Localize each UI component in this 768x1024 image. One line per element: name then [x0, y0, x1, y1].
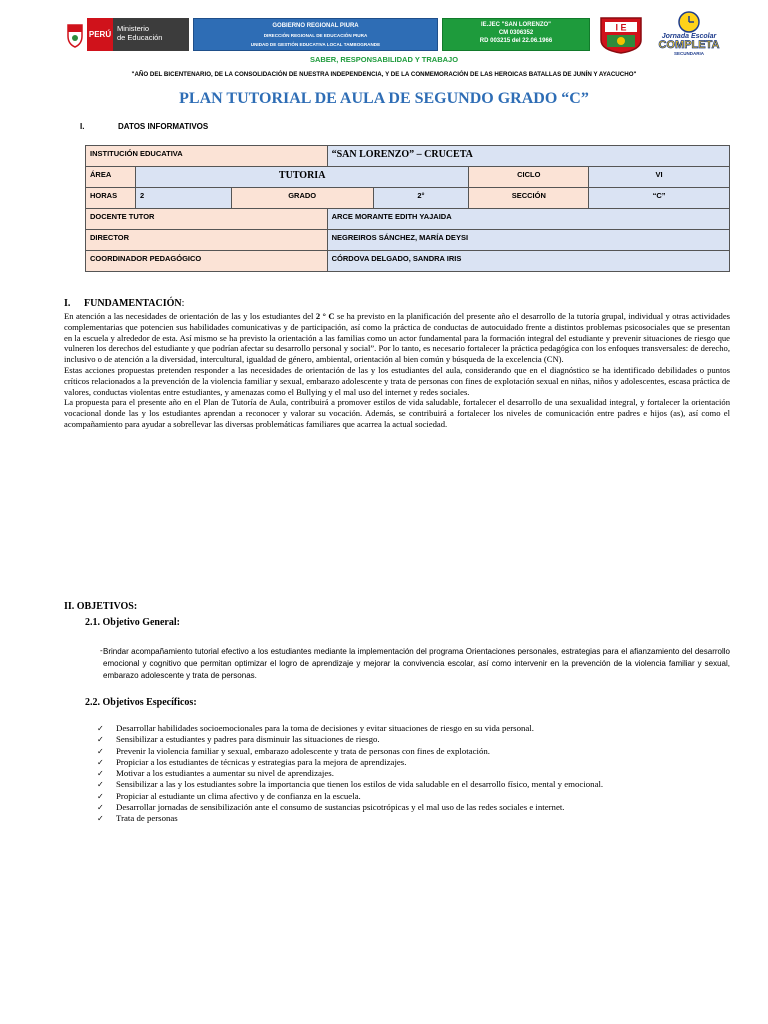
objetivos-especificos-heading: 2.2. Objetivos Específicos: [85, 697, 197, 708]
objetivos-especificos-list [97, 723, 603, 825]
info-table [85, 145, 730, 272]
area-value: TUTORIA [135, 167, 468, 188]
year-name: "AÑO DEL BICENTENARIO, DE LA CONSOLIDACIÓN DE NUESTRA INDEPENDENCIA, Y DE LA CONMEMORACIÓN DE LAS HEROICAS BATALLAS DE JUNÍN Y AYACUCHO" [131, 71, 637, 78]
grado-value: 2° [373, 188, 469, 209]
check-icon: ✓ [97, 814, 104, 824]
table-row [86, 230, 730, 251]
area-label: ÁREA [86, 167, 136, 188]
check-icon: ✓ [97, 780, 104, 790]
seccion-value: “C” [589, 188, 730, 209]
section-1-heading [80, 122, 208, 131]
gov-line-1: GOBIERNO REGIONAL PIURA [272, 23, 359, 29]
objetivo-general-heading: 2.1. Objetivo General: [85, 617, 180, 628]
minedu-logo [63, 18, 189, 51]
objetivo-general-text: Brindar acompañamiento tutorial efectivo a los estudiantes mediante la implementación del programa Orientaciones personales, estrategias para el afianzamiento del desarrollo emocional y cognitivo que permitan optimizar el logro de aprendizaje y mejorar la convivencia escolar, así como intervenir en la prevención de la violencia familiar y sexual, embarazo adolescente y trata de personas. [103, 647, 730, 680]
jec-logo [650, 10, 728, 56]
check-icon: ✓ [97, 746, 104, 756]
director-label: DIRECTOR [86, 230, 328, 251]
list-item: ✓ Prevenir la violencia familiar y sexual, embarazo adolescente y trata de personas con fines de explotación. [97, 745, 490, 756]
institucion-label: INSTITUCIÓN EDUCATIVA [86, 146, 328, 167]
table-row [86, 146, 730, 167]
table-row [86, 188, 730, 209]
table-row [86, 251, 730, 272]
page-title: PLAN TUTORIAL DE AULA DE SEGUNDO GRADO “C” [179, 90, 589, 107]
fundamentacion-paragraph-2: Estas acciones propuestas pretenden responder a las necesidades de orientación de las y los estudiantes del aula, considerando que en el diagnóstico se ha identificado debilidades o puntos críticos relacionados a la prevención de la violencia familiar y sexual, embarazo adolescente y trata de personas con fines de explotación sexual en niñas, niños y adolescentes, escasa práctica de valores, conductas violentas entre estudiantes, y amenazas como el Bullying y el mal uso del internet y redes sociales. [64, 364, 730, 397]
fundamentacion-heading: I. FUNDAMENTACIÓN: [64, 298, 185, 309]
ministry-label: Ministerio de Educación [113, 18, 189, 51]
gov-header-box [193, 18, 438, 51]
fundamentacion-paragraph-1: En atención a las necesidades de orientación de las y los estudiantes del 2 ° C se ha previsto en la planificación del presente año el desarrollo de la tutoría grupal, individual y otras actividades complementarias que potencien sus habilidades comunicativas y de participación, así como la práctica de conductas de autocuidado frente a distintos problemas psicosociales que se presentan en la escuela y alrededor de esta. Así mismo se ha previsto la orientación a las familias como un actor fundamental para la formación integral del estudiante y prevenir situaciones de riesgo que vulneren los derechos del estudiante y que podrían afectar su desarrollo personal y social”. Por lo tanto, es necesario fortalecer la práctica pedagógica con los enfoques transversales: de derecho, inclusivo o de atención a la diversidad, intercultural, igualdad de género, ambiental, orientación al bien común y búsqueda de la excelencia (CN). [64, 311, 730, 365]
check-icon: ✓ [97, 803, 104, 813]
fundamentacion-paragraph-3: La propuesta para el presente año en el Plan de Tutoría de Aula, contribuirá a promover estilos de vida saludable, fortalecer el desarrollo de una sexualidad integral, y fortalecer la orientación vocacional donde las y los estudiantes aprendan a reconocer y valorar su vocación. Además, se contribuirá a fortalecer los niveles de comunicación entre padres e hijos (as), así como el acompañamiento para ayudar a sobrellevar las diversas problemáticas familiares que acarrea la actual sociedad. [64, 397, 730, 429]
grado-label: GRADO [231, 188, 373, 209]
list-item: ✓ Motivar a los estudiantes a aumentar su nivel de aprendizajes. [97, 768, 334, 779]
jec-line-1: Jornada Escolar [661, 33, 717, 40]
check-icon: ✓ [97, 735, 104, 745]
peru-shield-icon [63, 18, 87, 51]
school-line-2: CM 0306352 [498, 30, 534, 36]
ie-logo-text: I E [615, 22, 627, 33]
coordinador-value: CÓRDOVA DELGADO, SANDRA IRIS [327, 251, 729, 272]
seccion-label: SECCIÓN [469, 188, 589, 209]
list-item: ✓ Sensibilizar a estudiantes y padres para disminuir las situaciones de riesgo. [97, 734, 380, 745]
school-line-1: IE.JEC "SAN LORENZO" [480, 22, 552, 28]
check-icon: ✓ [97, 769, 104, 779]
check-icon: ✓ [97, 757, 104, 767]
gov-line-2: DIRECCIÓN REGIONAL DE EDUCACIÓN PIURA [263, 33, 368, 38]
jec-line-3: SECUNDARIA [673, 51, 705, 56]
motto: SABER, RESPONSABILIDAD Y TRABAJO [309, 55, 459, 64]
check-icon: ✓ [97, 791, 104, 801]
school-crest-logo [597, 14, 645, 54]
list-item: ✓ Propiciar al estudiante un clima afectivo y de confianza en la escuela. [97, 790, 361, 801]
list-item: ✓ Trata de personas [97, 813, 178, 824]
institucion-value: “SAN LORENZO” – CRUCETA [327, 146, 729, 167]
school-line-3: RD 003215 del 22.06.1966 [479, 38, 553, 44]
list-item: ✓ Sensibilizar a las y los estudiantes sobre la importancia que tienen los estilos de vida saludable en el desarrollo físico, mental y emocional. [97, 779, 604, 790]
fundamentacion-body [64, 311, 730, 430]
jec-line-2: COMPLETA [658, 39, 720, 51]
list-item: ✓ Desarrollar habilidades socioemocionales para la toma de decisiones y evitar situaciones de riesgo en su vida personal. [97, 723, 534, 733]
section-1-number: I. [80, 122, 85, 131]
objetivos-heading: II. OBJETIVOS: [64, 601, 138, 612]
list-item: ✓ Desarrollar jornadas de sensibilización ante el consumo de sustancias psicotrópicas y el mal uso de las redes sociales e internet. [97, 802, 565, 813]
horas-label: HORAS [86, 188, 136, 209]
table-row [86, 209, 730, 230]
ciclo-label: CICLO [469, 167, 589, 188]
section-1-label: DATOS INFORMATIVOS [118, 122, 209, 131]
table-row [86, 167, 730, 188]
gov-line-3: UNIDAD DE GESTIÓN EDUCATIVA LOCAL TAMBOGRANDE [250, 42, 381, 47]
dash-bullet: - [100, 646, 103, 655]
ciclo-value: VI [589, 167, 730, 188]
docente-value: ARCE MORANTE EDITH YAJAIDA [327, 209, 729, 230]
check-icon: ✓ [97, 724, 104, 733]
list-item: ✓ Propiciar a los estudiantes de técnicas y estrategias para la mejora de aprendizajes. [97, 756, 407, 767]
coordinador-label: COORDINADOR PEDAGÓGICO [86, 251, 328, 272]
docente-label: DOCENTE TUTOR [86, 209, 328, 230]
horas-value: 2 [135, 188, 231, 209]
director-value: NEGREIROS SÁNCHEZ, MARÍA DEYSI [327, 230, 729, 251]
school-header-box [442, 18, 590, 51]
peru-label: PERÚ [87, 18, 113, 51]
